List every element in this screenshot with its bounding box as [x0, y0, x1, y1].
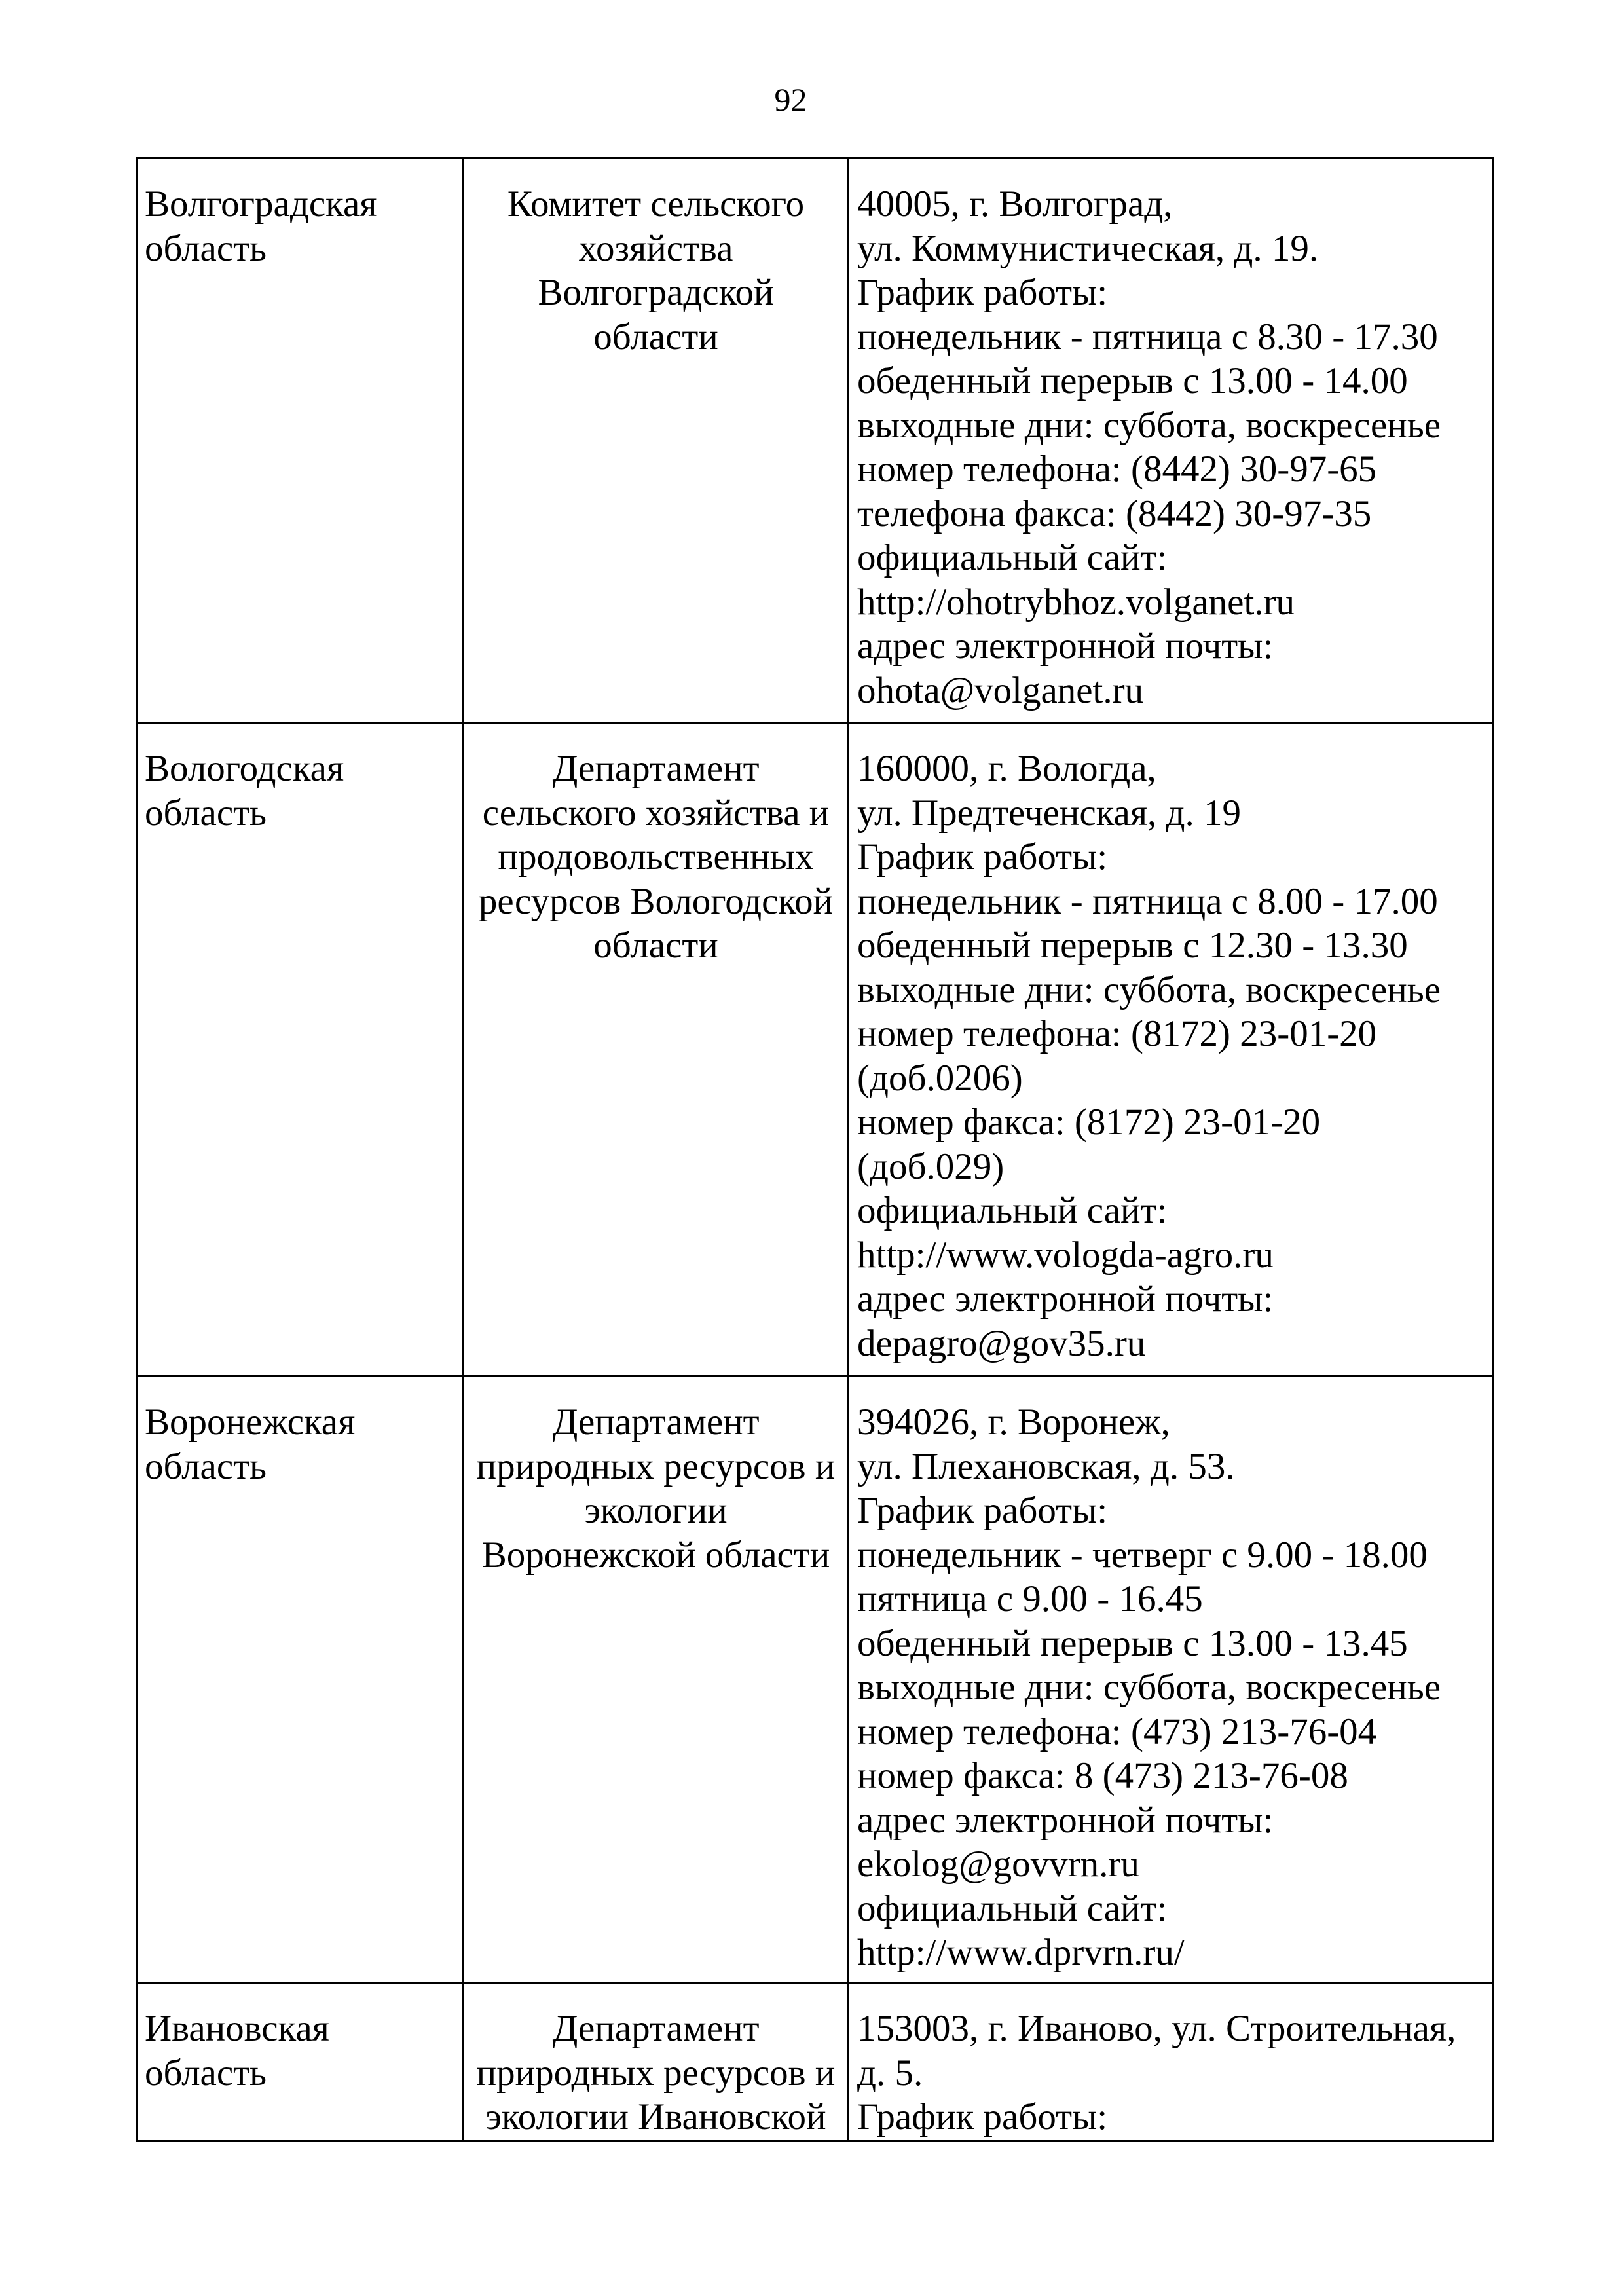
agency-line: хозяйства [578, 227, 733, 269]
contact-line: д. 5. [857, 2052, 923, 2094]
contact-line: адрес электронной почты: [857, 1799, 1274, 1841]
agency-line: Воронежской области [481, 1534, 830, 1576]
contact-line: выходные дни: суббота, воскресенье [857, 969, 1441, 1010]
table-row [137, 723, 1493, 1377]
region-line: Волгоградская [145, 183, 377, 225]
email-link[interactable]: depagro@gov35.ru [857, 1322, 1146, 1364]
region-cell [137, 723, 464, 1377]
region-cell [137, 1983, 464, 2141]
contact-line: адрес электронной почты: [857, 625, 1274, 667]
agency-line: экологии [584, 1490, 728, 1531]
contact-line: номер телефона: (8172) 23-01-20 [857, 1013, 1377, 1054]
contact-line: (доб.029) [857, 1145, 1005, 1187]
email-link[interactable]: ekolog@govvrn.ru [857, 1843, 1139, 1885]
contact-line: номер телефона: (8442) 30-97-65 [857, 449, 1377, 490]
contact-line: обеденный перерыв с 13.00 - 13.45 [857, 1622, 1408, 1664]
website-link[interactable]: http://www.dprvrn.ru/ [857, 1932, 1185, 1973]
agency-line: области [593, 925, 718, 966]
contact-line: понедельник - четверг с 9.00 - 18.00 [857, 1534, 1428, 1576]
contact-line: пятница с 9.00 - 16.45 [857, 1578, 1203, 1620]
contact-line: номер телефона: (473) 213-76-04 [857, 1711, 1377, 1752]
region-line: Вологодская [145, 748, 344, 789]
region-line: Ивановская [145, 2008, 329, 2049]
contact-line: номер факса: (8172) 23-01-20 [857, 1102, 1321, 1143]
contact-line: понедельник - пятница с 8.30 - 17.30 [857, 316, 1438, 358]
agency-line: природных ресурсов и [476, 2052, 836, 2094]
contact-line: ул. Плехановская, д. 53. [857, 1445, 1235, 1487]
agency-line: продовольственных [498, 836, 814, 878]
contact-line: выходные дни: суббота, воскресенье [857, 404, 1441, 446]
page-number: 92 [774, 81, 807, 118]
contact-line: 153003, г. Иваново, ул. Строительная, [857, 2008, 1456, 2049]
contact-line: 40005, г. Волгоград, [857, 183, 1173, 225]
region-line: область [145, 227, 267, 269]
region-line: область [145, 792, 267, 834]
contact-line: официальный сайт: [857, 537, 1168, 578]
agency-line: Департамент [552, 1401, 760, 1443]
agency-cell [464, 723, 849, 1377]
contact-line: График работы: [857, 272, 1108, 313]
contact-line: выходные дни: суббота, воскресенье [857, 1667, 1441, 1708]
contacts-cell [849, 1377, 1493, 1983]
agency-line: Волгоградской [538, 272, 774, 313]
agency-line: Департамент [552, 748, 760, 789]
agency-line: Департамент [552, 2008, 760, 2049]
region-cell [137, 158, 464, 723]
contact-line: телефона факса: (8442) 30-97-35 [857, 492, 1372, 534]
region-line: область [145, 1445, 267, 1487]
contacts-cell [849, 723, 1493, 1377]
agency-cell [464, 1377, 849, 1983]
agency-line: природных ресурсов и [476, 1445, 836, 1487]
email-link[interactable]: ohota@volganet.ru [857, 669, 1144, 711]
region-cell [137, 1377, 464, 1983]
contact-line: ул. Предтеченская, д. 19 [857, 792, 1242, 834]
website-link[interactable]: http://ohotrybhoz.volganet.ru [857, 581, 1295, 623]
agency-line: ресурсов Вологодской [478, 880, 834, 922]
contact-line: График работы: [857, 2096, 1108, 2138]
contact-line: официальный сайт: [857, 1887, 1168, 1929]
contact-line: (доб.0206) [857, 1057, 1023, 1099]
agency-contacts-table [136, 157, 1494, 2142]
region-line: Воронежская [145, 1401, 356, 1443]
agency-cell [464, 1983, 849, 2141]
agency-line: сельского хозяйства и [482, 792, 830, 834]
agency-line: экологии Ивановской [485, 2096, 826, 2138]
contact-line: обеденный перерыв с 13.00 - 14.00 [857, 360, 1408, 401]
contact-line: адрес электронной почты: [857, 1278, 1274, 1320]
contact-line: 394026, г. Воронеж, [857, 1401, 1170, 1443]
table-row [137, 1377, 1493, 1983]
agency-line: Комитет сельского [507, 183, 805, 225]
contact-line: официальный сайт: [857, 1190, 1168, 1231]
table-row [137, 158, 1493, 723]
contact-line: понедельник - пятница с 8.00 - 17.00 [857, 880, 1438, 922]
contact-line: номер факса: 8 (473) 213-76-08 [857, 1755, 1348, 1796]
contact-line: 160000, г. Вологда, [857, 748, 1156, 789]
contact-line: обеденный перерыв с 12.30 - 13.30 [857, 925, 1408, 966]
agency-line: области [593, 316, 718, 358]
table-row [137, 1983, 1493, 2141]
agency-cell [464, 158, 849, 723]
contact-line: График работы: [857, 1490, 1108, 1531]
website-link[interactable]: http://www.vologda-agro.ru [857, 1234, 1274, 1276]
contact-line: ул. Коммунистическая, д. 19. [857, 227, 1319, 269]
contacts-cell [849, 1983, 1493, 2141]
region-line: область [145, 2052, 267, 2094]
contacts-cell [849, 158, 1493, 723]
contact-line: График работы: [857, 836, 1108, 878]
